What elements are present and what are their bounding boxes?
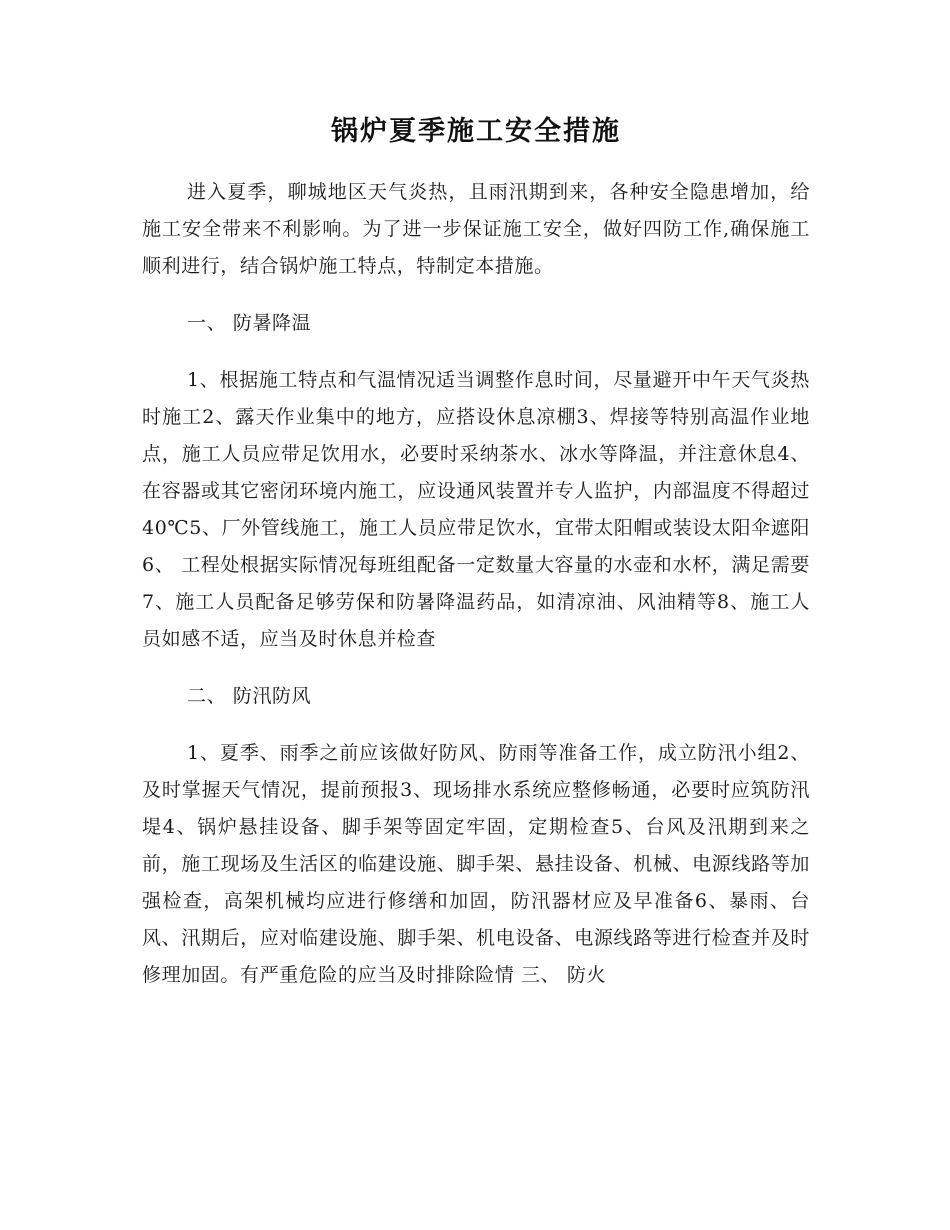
section-body-flood-wind: 1、夏季、雨季之前应该做好防风、防雨等准备工作，成立防汛小组2、及时掌握天气情况，提前预报3、现场排水系统应整修畅通，必要时应筑防汛堤4、锅炉悬挂设备、脚手架等固定牢固，定期检查5、台风及汛期到来之前，施工现场及生活区的临建设施、脚手架、悬挂设备、机械、电源线路等加强检查，高架机械均应进行修缮和加固，防汛器材应及早准备6、暴雨、台风、汛期后，应对临建设施、脚手架、机电设备、电源线路等进行检查并及时修理加固。有严重危险的应当及时排除险情 三、 防火 <box>142 742 810 986</box>
intro-paragraph: 进入夏季，聊城地区天气炎热，且雨汛期到来，各种安全隐患增加，给施工安全带来不利影响。为了进一步保证施工安全，做好四防工作,确保施工顺利进行，结合锅炉施工特点，特制定本措施。 <box>142 181 810 277</box>
document-title: 锅炉夏季施工安全措施 <box>331 116 621 147</box>
spacer <box>142 285 810 305</box>
section-body-heatstroke: 1、根据施工特点和气温情况适当调整作息时间，尽量避开中午天气炎热时施工2、露天作业集中的地方，应搭设休息凉棚3、焊接等特别高温作业地点，施工人员应带足饮用水，必要时采纳茶水、冰水等降温，并注意休息4、在容器或其它密闭环境内施工，应设通风装置并专人监护，内部温度不得超过40℃5、厂外管线施工，施工人员应带足饮水，宜带太阳帽或装设太阳伞遮阳6、 工程处根据实际情况每班组配备一定数量大容量的水壶和水杯，满足需要7、施工人员配备足够劳保和防暑降温药品，如清凉油、风油精等8、施工人员如感不适，应当及时休息并检查 <box>142 369 810 650</box>
spacer <box>142 715 810 735</box>
section-heading-flood-wind: 二、 防汛防风 <box>187 685 312 707</box>
document-page <box>142 112 810 994</box>
spacer <box>142 658 810 678</box>
section-heading-heatstroke: 一、 防暑降温 <box>187 312 312 334</box>
spacer <box>142 342 810 362</box>
